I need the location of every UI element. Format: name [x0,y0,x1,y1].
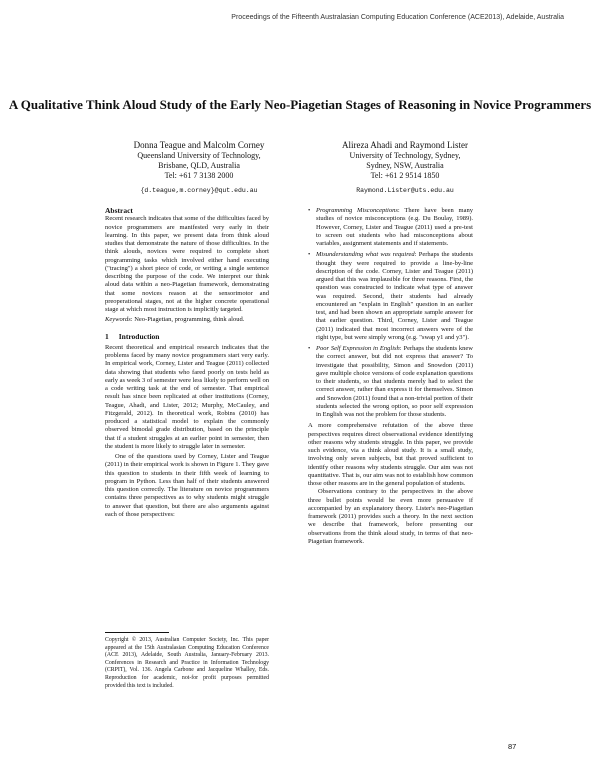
bullet-text: : Perhaps the students thought they were required to provide a line-by-line description of the code. Corney, Lister and Teague (2011) argued that this was implausible for three reasons. First, the question was constructed to indicate what type of answer was required. Second, their students had already encountered an "explain in English" question in an earlier test, and had been shown an appropriate sample answer for that earlier question. Third, Corney, Lister and Teague (2011) indicated that most incorrect answers were of the right type, but were simply wrong (e.g. "swap y1 and y3"). [316,251,473,341]
abstract-text: Recent research indicates that some of the difficulties faced by novice programmers are manifested very early in their learning. In this paper, we present data from think aloud studies that demonstrate the nature of those difficulties. In the think alouds, novices were required to complete short programming tasks which involved either hand executing ("tracing") a short piece of code, or writing a single sentence describing the purpose of the code. We interpret our think aloud data within a neo-Piagetian framework, demonstrating that some novices reason at the sensorimotor and preoperational stages, not at the higher concrete operational stage at which most instruction is implicitly targeted. [105,215,269,313]
author-names: Donna Teague and Malcolm Corney [133,140,265,150]
section-title: Introduction [118,331,160,341]
author-affiliation: University of Technology, Sydney, [349,151,461,160]
bullet-item [308,207,473,248]
author-tel: Tel: +61 2 9514 1850 [370,171,440,180]
bullet-title: Poor Self Expression in English [316,345,400,352]
running-head: Proceedings of the Fifteenth Australasian Computing Education Conference (ACE2013), Adelaide, Australia [231,14,564,21]
bullet-icon: • [308,345,311,352]
author-location: Sydney, NSW, Australia [366,161,444,170]
author-tel: Tel: +61 7 3138 2000 [164,171,234,180]
bullet-text: : There have been many studies of novice misconceptions (e.g. Du Boulay, 1989). However, Corney, Lister and Teague (2011) used a pre-test to screen out students who had misconceptions about variables, assignment statements and if statements. [316,207,473,247]
bullet-icon: • [308,207,311,214]
author-email: Raymond.Lister@uts.edu.au [356,187,454,194]
paper-title: A Qualitative Think Aloud Study of the Early Neo-Piagetian Stages of Reasoning in Novice Programmers [8,97,592,112]
footnote-divider [105,632,169,633]
body-paragraph-refutation: A more comprehensive refutation of the above three perspectives requires direct observational evidence identifying other reasons why students struggle. In this paper, we provide such evidence, via a think aloud study. It is a small study, involving only seven subjects, but that proved sufficient to identify other reasons why students struggle. Our aim was not quantitative. That is, our aim was not to establish how common those other reasons are in the general population of students. [308,422,473,487]
bullet-title: Programming Misconceptions [316,207,398,214]
perspective-bullet-list [308,207,473,419]
keywords-text: : Neo-Piagetian, programming, think aloud. [130,316,245,324]
body-paragraph-framework: Observations contrary to the perspectives in the above three bullet points would be even more persuasive if accompanied by an explanatory theory. Lister's neo-Piagetian framework (2011) provides such a theory. In the next section we describe that framework, before presenting our observations from the think aloud study, in terms of that neo-Piagetian framework. [308,488,473,545]
author-names: Alireza Ahadi and Raymond Lister [342,140,468,150]
section-number: 1 [105,331,109,341]
author-block-left [84,139,314,196]
bullet-item [308,345,473,419]
left-column [105,207,269,519]
page-number: 87 [508,742,517,751]
bullet-item [308,251,473,342]
intro-paragraph-2: One of the questions used by Corney, Lister and Teague (2011) in their empirical work is shown in Figure 1. They gave this question to students in their fifth week of learning to program in Python. Less than half of their students answered this question correctly. The literature on novice programmers contains three perspectives as to why students might struggle to answer that question, but there are also arguments against each of those perspectives: [105,453,269,518]
author-affiliation: Queensland University of Technology, [137,151,261,160]
intro-paragraph-1: Recent theoretical and empirical research indicates that the problems faced by many novice programmers start very early. In empirical work, Corney, Lister and Teague (2011) collected data showing that students who fared poorly on tests held as early as week 3 of semester were less likely to perform well on a code writing task at the end of semester. That empirical result has since been replicated at other institutions (Corney, Teague, Ahadi, and Lister, 2012; Murphy, McCauley, and Fitzgerald, 2012). In theoretical work, Robins (2010) has produced a statistical model to explain the commonly observed bimodal grade distribution, based on the principle that if a student struggles at an earlier point in semester, then the student is more likely to struggle later in semester. [105,343,269,450]
section-heading-introduction [105,333,269,341]
author-block-right [290,139,520,196]
bullet-text: : Perhaps the students knew the correct answer, but did not express that answer? To investigate that possibility, Simon and Snowdon (2011) gave multiple choice versions of code explanation questions to their students, so that students merely had to select the correct answer, rather than express it for themselves. Simon and Snowdon (2011) found that a non-trivial portion of their students selected the wrong option, so poor self expression in English was not the problem for those students. [316,345,473,418]
bullet-title: Misunderstanding what was required [316,251,415,259]
keywords [105,316,269,324]
copyright-footnote [105,632,269,690]
author-email: {d.teague,m.corney}@qut.edu.au [140,187,258,194]
bullet-icon: • [308,251,311,259]
right-column [308,207,473,546]
footnote-text: Copyright © 2013, Australian Computer Society, Inc. This paper appeared at the 15th Australasian Computing Education Conference (ACE 2013), Adelaide, South Australia, January-February 2013. Conferences in Research and Practice in Information Technology (CRPIT), Vol. 136. Angela Carbone and Jacqueline Whalley, Eds. Reproduction for academic, not-for profit purposes permitted provided this text is included. [105,637,269,689]
abstract-heading: Abstract [105,206,133,215]
author-location: Brisbane, QLD, Australia [158,161,240,170]
keywords-label: Keywords [105,316,131,324]
